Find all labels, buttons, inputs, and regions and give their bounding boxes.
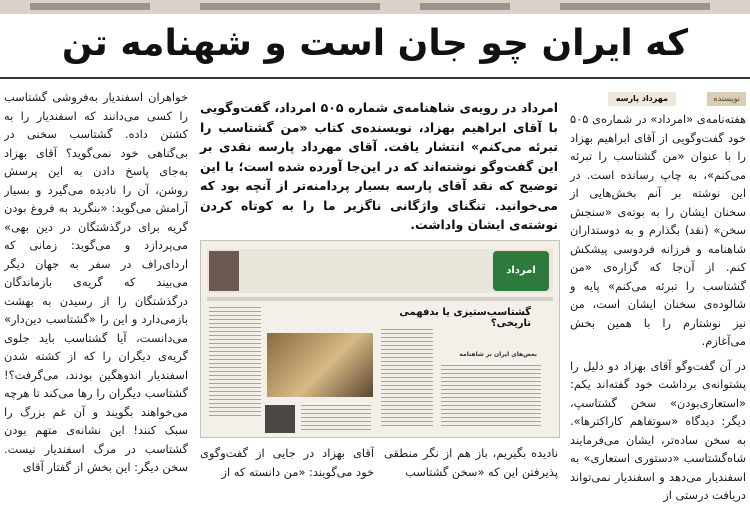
page-title: که ایران چو جان است و شهنامه تن [61,23,689,64]
divider [0,77,750,79]
portrait-photo [209,251,239,291]
logo-emblem: امرداد [493,251,549,291]
paragraph: در آن گفت‌وگو آقای بهزاد دو دلیل را پشتوانه‌ی برداشت خود گفته‌اند یکم: «استعاری‌بودن» سخن گشتاسپ، دیگر: دیدگاه «سو‌تفاهم کاراکترها». به سخن ساده‌تر، ایشان می‌فرمایند شاه‌گشتاسب «دستوری استعاری» به اسفندیار می‌دهد و اسفندیار نمی‌تواند دریافت درستی از [570,358,746,502]
clipping-headline: گشتاسب‌ستیزی یا بدفهمی تاریخی؟ [399,307,531,329]
paragraph: خواهران اسفندیار به‌فروشی گشتاسب را کسی می‌دانند که اسفندیار را به کشتن داده. گشتاسب سخنی در بی‌گناهی خود نمی‌گوید؟ آقای بهزاد به‌جای پاسخ دادن به این پرسش روشن، آن را نادیده می‌گیرد و بسیار آرامش می‌گوید: «بنگرید به فروغ بودن گریه برای درگذشتگان در دین بهی» می‌پردازد و می‌گوید: زمانی که اردای‌راف در سفر به جهان دیگر می‌بیند که گریه‌ی بازماندگان درگذشتگان را از رسیدن به بهشت بازمی‌دارد و این را «گشتاسب دین‌دار» می‌دانست، آیا گشتاسب باید جلوی گریه‌ی دیگران را که از کشته شدن اسفندیار اندوهگین بودند، می‌گرفت؟! گشتاسب دیگران را رها می‌کند تا هرچه می‌خواهند بگویند و آن غم بزرگ را سبک کنند! این نشانه‌ی متهم بودن گشتاسب در مرگ اسفندیار نیست. سخن دیگر: این بخش از گفتار آقای [4,90,188,474]
painting-photo [267,333,373,397]
band [207,297,553,301]
clipping-side-headline: بغض‌های ایران بر شاهنامه [459,351,537,358]
byline-label: نویسنده [707,92,746,106]
portrait-photo [265,405,295,433]
paragraph: هفته‌نامه‌ی «امرداد» در شماره‌ی ۵۰۵ خود گفت‌وگویی از آقای ابراهیم بهزاد را با عنوان «من گشتاسب را تبرئه می‌کنم»، به چاپ رسانده است. در این نوشته بر آنم بخش‌هایی از سخنان ایشان را به بوته‌ی «سنجش سخن» (نقد) بگذارم و به دوستداران شاهنامه و فرزانه فردوسی پیشکش کنم. از آن‌جا که گزاره‌ی «من گشتاسب را تبرئه می‌کنم» پایه و شالوده‌ی سخنان ایشان است، من نیز نوشتارم را با همین بخش می‌آغازم. [570,112,746,348]
text-lines [441,365,541,429]
text-lines [301,405,371,433]
newspaper-clipping-image [200,240,560,438]
byline [570,92,746,106]
paragraph: آقای بهزاد در جایی از گفت‌وگوی خود می‌گویند: «من دانسته که از [200,446,374,479]
bottom-middle-left-column [200,444,374,500]
text-lines [381,329,433,429]
left-column [4,88,188,500]
paragraph: نادیده بگیریم، باز هم از نگر منطقی پذیرفتن این که «سخن گشتاسب [384,446,558,479]
right-column [570,110,746,500]
lead-paragraph: امرداد در رویه‌ی شاهنامه‌ی شماره ۵۰۵ امرداد، گفت‌وگویی با آقای ابراهیم بهزاد، نویسنده‌ی کتاب «من گشتاسب را تبرئه می‌کنم» انتشار یافت. آقای مهرداد پارسه نقدی بر این گفت‌وگو نوشته‌اند که در این‌جا آورده شده است؛ با این توضیح که نقد آقای پارسه بسیار پردامنه‌تر از آنچه بود که می‌خوانید. تنگنای واژگانی ناگزیر ما را به کوتاه کردن نوشته‌ی ایشان واداشت. [200,100,558,232]
top-strip [0,0,750,14]
text-lines [209,307,261,419]
bottom-middle-right-column [384,444,558,500]
author-name: مهرداد پارسه [608,92,676,106]
